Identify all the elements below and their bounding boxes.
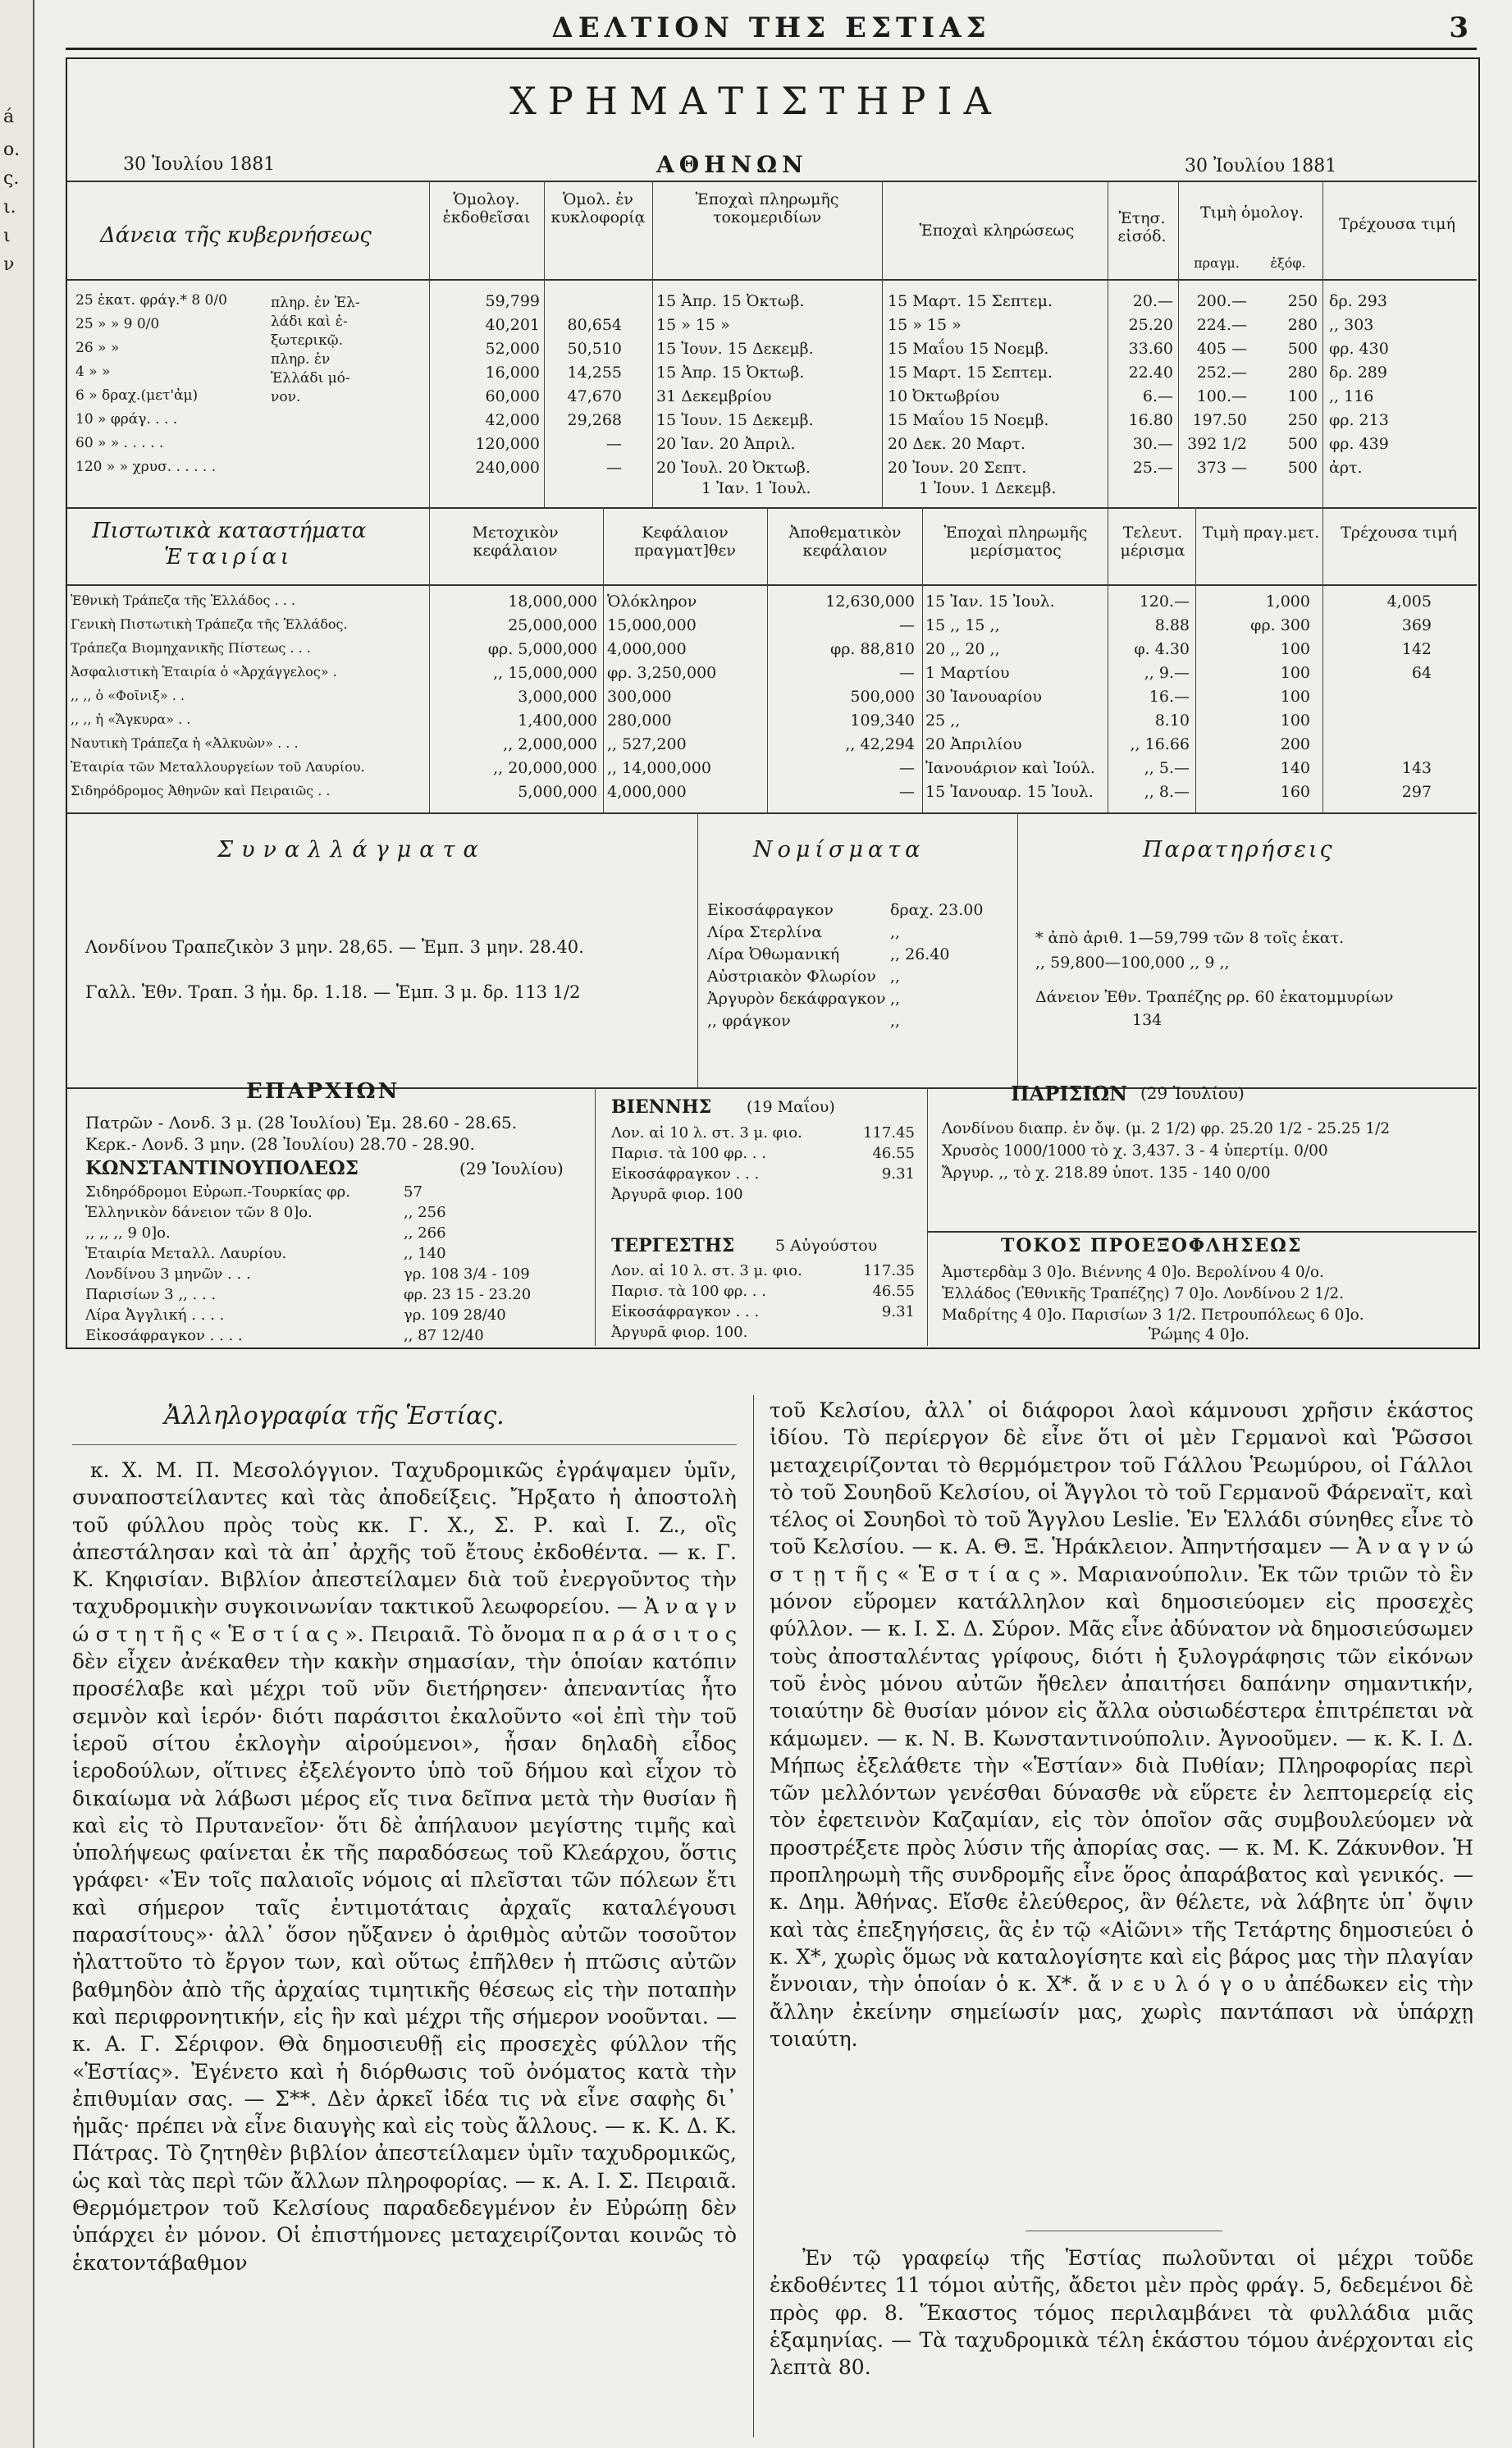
correspondence-title: Ἀλληλογραφία τῆς Ἑστίας. (164, 1402, 505, 1430)
col-header: Τελευτ. μέρισμα (1120, 524, 1185, 560)
coin-name: Ἀργυρὸν δεκάφραγκον (707, 990, 886, 1008)
gov-cell: 15 » 15 » (888, 316, 962, 334)
column-rule (753, 1395, 754, 2437)
gov-cell: 42,000 (485, 411, 540, 429)
col-rule (1178, 181, 1179, 507)
rule (67, 279, 1477, 281)
konst-item: Λονδίνου 3 μηνῶν . . . (85, 1265, 251, 1283)
gov-cell: 20 Δεκ. 20 Μαρτ. (888, 435, 1026, 453)
margin-letter: á (3, 107, 15, 127)
coin-name: Αὐστριακὸν Φλωρίον (707, 968, 876, 986)
col-header: Ὁμολογ. ἐκδοθεῖσαι (442, 190, 531, 226)
vienna-value: 9.31 (881, 1165, 915, 1183)
vienna-item: Λον. αἱ 10 λ. στ. 3 μ. φιο. (611, 1124, 802, 1142)
bank-name: ,, ,, ἡ «Ἄγκυρα» . . (71, 712, 191, 727)
gov-cell: 240,000 (475, 459, 540, 477)
gov-cell: 16,000 (485, 364, 540, 382)
journal-title: ΔΕΛΤΙΟΝ ΤΗΣ ΕΣΤΙΑΣ (551, 11, 991, 44)
date-left: 30 Ἰουλίου 1881 (123, 154, 276, 175)
gov-cell: — (606, 459, 622, 477)
gov-cell: 40,201 (485, 316, 540, 334)
gov-cell: 25.— (1132, 459, 1173, 477)
bank-cell: 15,000,000 (607, 616, 697, 634)
rule (67, 812, 1477, 814)
bank-name: ,, ,, ὁ «Φοῖνιξ» . . (71, 688, 185, 703)
col-rule (429, 181, 430, 812)
bank-cell: 100 (1280, 688, 1310, 706)
nomismata-title: Νομίσματα (753, 837, 925, 863)
gov-extra: 1 Ἰουν. 1 Δεκεμβ. (919, 479, 1057, 497)
gov-cell: 30.— (1132, 435, 1173, 453)
gov-cell: 50,510 (567, 340, 622, 358)
bank-name: Ναυτικὴ Τράπεζα ἡ «Ἀλκυὼν» . . . (71, 735, 299, 751)
trieste-date: 5 Αὐγούστου (775, 1237, 878, 1255)
bank-cell: 200 (1280, 735, 1310, 753)
gov-cell: 20 Ἰουλ. 20 Ὀκτωβ. (656, 459, 811, 477)
gov-cell: 15 Ἰουν. 15 Δεκεμβ. (656, 411, 814, 429)
col-header: πραγμ. (1194, 255, 1240, 271)
rule (927, 1231, 1477, 1233)
trieste-value: 117.35 (863, 1262, 915, 1279)
bank-cell: 109,340 (850, 712, 915, 730)
bank-cell: Ὁλόκληρον (607, 593, 697, 611)
bank-cell: 30 Ἰανουαρίου (925, 688, 1042, 706)
coin-value: ,, (890, 968, 901, 986)
bank-cell: ,, 8.— (1144, 783, 1190, 801)
rule (67, 584, 1477, 586)
coin-value: ,, 26.40 (890, 945, 950, 963)
margin-letter: ο. (3, 140, 21, 160)
gov-cell: 15 » 15 » (656, 316, 730, 334)
gov-cell: 224.— (1196, 316, 1247, 334)
gov-loan-label: 4 » » (75, 364, 111, 380)
bank-cell: 25 ,, (925, 712, 961, 730)
bank-cell: 64 (1411, 664, 1432, 682)
col-rule (1322, 181, 1323, 812)
bank-cell: φρ. 88,810 (829, 640, 915, 658)
gov-cell: 252.— (1196, 364, 1247, 382)
bank-cell: ,, 20,000,000 (493, 759, 597, 777)
gov-cell: 500 (1287, 340, 1318, 358)
gov-cell: 22.40 (1128, 364, 1173, 382)
col-rule (882, 181, 883, 507)
eparchion-line: Πατρῶν - Λονδ. 3 μ. (28 Ἰουλίου) Ἐμ. 28.60 - 28.65. (85, 1113, 518, 1132)
bank-cell: 100 (1280, 640, 1310, 658)
bank-cell: 12,630,000 (825, 593, 915, 611)
gov-cell: 60,000 (485, 387, 540, 405)
bank-cell: 15 Ἰανουαρ. 15 Ἰουλ. (925, 783, 1094, 801)
margin-letter: ι (3, 226, 11, 246)
gov-loan-label: 60 » » . . . . . (75, 435, 164, 451)
gov-cell: δρ. 293 (1329, 292, 1387, 310)
gov-cell: φρ. 439 (1329, 435, 1389, 453)
eparchion-line: Κερκ.- Λονδ. 3 μην. (28 Ἰουλίου) 28.70 - 28.90. (85, 1134, 475, 1154)
col-header: Ἐποχαὶ πληρωμῆς μερίσματος (943, 524, 1088, 560)
gov-cell: 6.— (1142, 387, 1173, 405)
trieste-item: Λον. αἱ 10 λ. στ. 3 μ. φιο. (611, 1262, 802, 1279)
konst-value: ,, 256 (404, 1204, 446, 1221)
gov-loan-label: 120 » » χρυσ. . . . . . (75, 459, 217, 475)
bank-cell: 8.10 (1154, 712, 1190, 730)
col-rule (1195, 507, 1196, 812)
bank-cell: 143 (1401, 759, 1432, 777)
vienna-item: Παρισ. τὰ 100 φρ. . . (611, 1145, 766, 1162)
bank-cell: 100 (1280, 664, 1310, 682)
bank-cell: 120.— (1139, 593, 1190, 611)
tokos-line: Ἀμστερδὰμ 3 0]ο. Βιέννης 4 0]ο. Βερολίνου 4 0/ο. (942, 1264, 1324, 1281)
konst-value: ,, 87 12/40 (404, 1327, 484, 1344)
banks-title: Πιστωτικὰ καταστήματα (92, 519, 367, 543)
konst-title: ΚΩΝΣΤΑΝΤΙΝΟΥΠΟΛΕΩΣ (85, 1157, 359, 1179)
trieste-item: Εἰκοσάφραγκον . . . (611, 1303, 760, 1320)
gov-cell: 250 (1287, 292, 1318, 310)
vienna-value: 46.55 (872, 1145, 915, 1162)
bank-cell: 100 (1280, 712, 1310, 730)
bank-cell: φ. 4.30 (1134, 640, 1190, 658)
exchange-title: ΧΡΗΜΑΤΙΣΤΗΡΙΑ (509, 79, 1003, 123)
col-header: Τιμὴ πραγ.μετ. (1202, 524, 1320, 542)
coin-value: ,, (890, 990, 901, 1008)
bank-cell: 1,400,000 (518, 712, 597, 730)
gov-cell: 500 (1287, 435, 1318, 453)
gov-cell: 31 Δεκεμβρίου (656, 387, 772, 405)
paris-title: ΠΑΡΙΣΙΩΝ (1011, 1082, 1128, 1105)
gov-cell: 80,654 (567, 316, 622, 334)
konst-value: 57 (404, 1183, 423, 1201)
gov-cell: 15 Ἀπρ. 15 Ὀκτωβ. (656, 292, 805, 310)
bank-cell: ,, 42,294 (845, 735, 915, 753)
konst-item: Λίρα Ἀγγλική . . . . (85, 1306, 225, 1324)
paris-line: Ἄργυρ. ,, τὸ χ. 218.89 ὑποτ. 135 - 140 0/00 (942, 1165, 1271, 1182)
bank-cell: ,, 9.— (1144, 664, 1190, 682)
bank-cell: 18,000,000 (508, 593, 597, 611)
gov-loan-label: 26 » » (75, 340, 120, 356)
paris-line: Χρυσὸς 1000/1000 τὸ χ. 3,437. 3 - 4 ὑπερτίμ. 0/00 (942, 1142, 1328, 1160)
col-rule (922, 507, 923, 812)
bank-cell: 280,000 (607, 712, 672, 730)
date-right: 30 Ἰουλίου 1881 (1185, 156, 1337, 176)
bank-cell: 16.— (1149, 688, 1190, 706)
bank-cell: 297 (1401, 783, 1432, 801)
bank-cell: Ἰανουάριον καὶ Ἰούλ. (925, 759, 1095, 777)
correspondence-column-1: κ. Χ. Μ. Π. Μεσολόγγιον. Ταχυδρομικῶς ἐγράψαμεν ὑμῖν, συναποστείλαντες καὶ τὰς ἀποδείξεις. Ἤρξατο ἡ ἀποστολὴ τοῦ φύλλου πρὸς τοὺς κκ. Γ. Χ., Σ. Ρ. καὶ Ι. Ζ., οἳς ἀπεστάλησαν καὶ τὰ ἀπ᾽ ἀρχῆς τοῦ ἔτους ἐκδοθέντα. — κ. Γ. Κ. Κηφισίαν. Βιβλίον ἀπεστείλαμεν διὰ τοῦ ἐνεργοῦντος τὴν ταχυδρομικὴν συγκοινωνίαν τακτικοῦ λεωφορείου. — Ἀ ν α γ ν ώ σ τ η τ ῆ ς « Ἑ σ τ ί α ς ». Πειραιᾶ. Τὸ ὄνομα π α ρ ά σ ι τ ο ς δὲν εἶχεν ἀνέκαθεν τὴν κακὴν σημασίαν, τὴν ὁποίαν κατόπιν προσέλαβε καὶ μέχρι τοῦ νῦν διετήρησεν· ἀπεναντίας ἦτο σεμνὸν καὶ ἱερόν· διότι παράσιτοι ἐκαλοῦντο «οἱ ἐπὶ τὴν τοῦ ἱεροῦ σίτου ἐκλογὴν αἱρούμενοι», ἦσαν δηλαδὴ εἶδος ἱεροδούλων, οἵτινες ἐξελέγοντο ὑπὸ τοῦ δήμου καὶ εἶχον τὸ δικαίωμα νὰ λάβωσι μέρος εἴς τινα δεῖπνα μετὰ τὴν θυσίαν ἢ καὶ εἰς τὸ Πρυτανεῖον· ὅτι δὲ ἀπήλαυον μεγίστης τιμῆς καὶ ὑπολήψεως φαίνεται ἐκ τῆς παραδόσεως τοῦ Κλεάρχου, ὅστις γράφει· «Ἐν τοῖς παλαιοῖς νόμοις αἱ πλεῖσται τῶν πόλεων ἔτι καὶ σήμερον ταῖς ἐντιμοτάταις ἀρχαῖς καταλέγουσι παρασίτους»· ἀλλ᾽ ὅσον ηὔξανεν ὁ ἀριθμὸς αὐτῶν τοσοῦτον ἠλαττοῦτο τὸ ἔργον των, καὶ οὕτως ἐπῆλθεν ἡ πτῶσις αὐτῶν βαθμηδὸν ἀπὸ τῆς ἀρχαίας τιμητικῆς θέσεως εἰς τὴν ποταπὴν καὶ περιφρονητικήν, εἰς ἣν καὶ μέχρι τῆς σήμερον νοοῦνται. — κ. Α. Γ. Σέριφον. Θὰ δημοσιευθῇ εἰς προσεχὲς φύλλον τῆς «Ἑστίας». Ἐγένετο καὶ ἡ διόρθωσις τοῦ ὀνόματος κατὰ τὴν ἐπιθυμίαν σας. — Σ**. Δὲν ἀρκεῖ ἰδέα τις νὰ εἶνε σαφὴς δι᾽ ἡμᾶς· πρέπει νὰ εἶνε διαυγὴς καὶ εἰς τοὺς ἄλλους. — κ. Κ. Δ. Κ. Πάτρας. Τὸ ζητηθὲν βιβλίον ἀπεστείλαμεν ὑμῖν ταχυδρομικῶς, ὡς καὶ τὰς περὶ τῶν ἄλλων πληροφορίας. — κ. Α. Ι. Σ. Πειραιᾶ. Θερμόμετρον τοῦ Κελσίους παραδεδεγμένον ἐν Εὐρώπῃ δὲν ὑπάρχει ἐν μόνον. Οἱ ἐπιστήμονες μεταχειρίζονται κοινῶς τὸ ἑκατοντάβαθμον (72, 1458, 737, 2275)
bank-name: Τράπεζα Βιομηχανικῆς Πίστεως . . . (71, 640, 311, 656)
gov-cell: 25.20 (1128, 316, 1173, 334)
col-header: Ἀποθεματικὸν κεφάλαιον (788, 524, 902, 560)
gov-cell: 20.— (1132, 292, 1173, 310)
gov-cell: 15 Μαρτ. 15 Σεπτεμ. (888, 364, 1053, 382)
bank-cell: 5,000,000 (518, 783, 597, 801)
adjacent-page-edge (0, 0, 34, 2448)
konst-item: ,, ,, ,, 9 0]ο. (85, 1224, 171, 1242)
bank-cell: 20 ,, 20 ,, (925, 640, 1000, 658)
gov-cell: 20 Ἰαν. 20 Ἀπριλ. (656, 435, 796, 453)
gov-cell: ,, 116 (1329, 387, 1374, 405)
bank-cell: — (899, 664, 915, 682)
bank-cell: — (899, 616, 915, 634)
tokos-line: Ἑλλάδος (Ἐθνικῆς Τραπέζης) 7 0]ο. Λονδίνου 2 1/2. (942, 1285, 1345, 1302)
margin-letter: ι. (3, 197, 16, 217)
gov-loan-label: 10 » φράγ. . . . (75, 411, 178, 428)
gov-cell: 10 Ὀκτωβρίου (888, 387, 1000, 405)
bank-cell: 3,000,000 (518, 688, 597, 706)
vienna-title: ΒΙΕΝΝΗΣ (611, 1096, 712, 1118)
col-header: Ἐτησ. εἰσόδ. (1117, 209, 1167, 245)
note-line: πληρ. ἐν Ἑλ- (271, 295, 360, 311)
gov-cell: 250 (1287, 411, 1318, 429)
rule (67, 181, 1477, 182)
gov-cell: 373 — (1196, 459, 1247, 477)
bank-name: Ἑταιρία τῶν Μεταλλουργείων τοῦ Λαυρίου. (71, 759, 365, 775)
bank-name: Σιδηρόδρομος Ἀθηνῶν καὶ Πειραιῶς . . (71, 783, 331, 798)
bank-cell: 300,000 (607, 688, 672, 706)
synallagmata-line: Γαλλ. Ἐθν. Τραπ. 3 ἡμ. δρ. 1.18. — Ἐμπ. 3 μ. δρ. 113 1/2 (85, 982, 581, 1002)
bank-cell: 15 ,, 15 ,, (925, 616, 1000, 634)
col-header: Τρέχουσα τιμή (1341, 524, 1457, 542)
synallagmata-title: Συναλλάγματα (217, 837, 486, 863)
bank-cell: ,, 527,200 (607, 735, 687, 753)
gov-cell: 14,255 (567, 364, 622, 382)
bank-cell: 8.88 (1154, 616, 1190, 634)
note-line: πληρ. ἐν (271, 351, 331, 368)
gov-cell: 100.— (1196, 387, 1247, 405)
col-header: Ἐποχαὶ πληρωμῆς τοκομεριδίων (695, 190, 839, 226)
bank-cell: φρ. 300 (1250, 616, 1310, 634)
gov-cell: — (606, 435, 622, 453)
konst-item: Σιδηρόδρομοι Εὐρωπ.-Τουρκίας φρ. (85, 1183, 350, 1201)
col-rule (652, 181, 653, 507)
col-header: Κεφάλαιον πραγματ]θεν (634, 524, 736, 560)
bank-cell: 15 Ἰαν. 15 Ἰουλ. (925, 593, 1055, 611)
bank-cell: ,, 5.— (1144, 759, 1190, 777)
konst-item: Ἑταιρία Μεταλλ. Λαυρίου. (85, 1245, 287, 1262)
gov-loans-title: Δάνεια τῆς κυβερνήσεως (100, 223, 372, 248)
tokos-title: ΤΟΚΟΣ ΠΡΟΕΞΟΦΛΗΣΕΩΣ (1001, 1235, 1303, 1256)
bank-cell: 140 (1280, 759, 1310, 777)
gov-loan-label: 25 ἑκατ. φράγ.* 8 0/0 (75, 292, 227, 309)
vienna-value: 117.45 (863, 1124, 915, 1142)
col-header: Μετοχικὸν κεφάλαιον (472, 524, 559, 560)
trieste-value: 9.31 (881, 1303, 915, 1320)
vienna-item: Εἰκοσάφραγκον . . . (611, 1165, 760, 1183)
bank-cell: φρ. 3,250,000 (607, 664, 717, 682)
gov-cell: 197.50 (1192, 411, 1247, 429)
gov-cell: 16.80 (1128, 411, 1173, 429)
coin-name: Εἰκοσάφραγκον (707, 901, 834, 919)
city-athens: ΑΘΗΝΩΝ (656, 151, 808, 178)
gov-cell: 100 (1287, 387, 1318, 405)
col-rule (603, 507, 604, 812)
bank-cell: — (899, 783, 915, 801)
gov-cell: 280 (1287, 316, 1318, 334)
col-rule (595, 1087, 596, 1346)
gov-cell: 47,670 (567, 387, 622, 405)
bank-name: Ἀσφαλιστικὴ Ἑταιρία ὁ «Ἀρχάγγελος» . (71, 664, 337, 679)
col-header: Ὁμολ. ἐν κυκλοφορίᾳ (550, 190, 646, 226)
col-rule (544, 181, 545, 507)
gov-cell: 280 (1287, 364, 1318, 382)
bank-cell: 1,000 (1265, 593, 1310, 611)
coin-name: ,, φράγκον (707, 1012, 791, 1030)
correspondence-column-2: τοῦ Κελσίου, ἀλλ᾽ οἱ διάφοροι λαοὶ κάμνουσι χρῆσιν ἑκάστος ἰδίου. Τὸ περίεργον δὲ εἶνε ὅτι οἱ μὲν Γερμανοὶ καὶ Ῥῶσσοι μεταχειρίζονται τὸ θερμόμετρον τοῦ Γάλλου Ῥεωμύρου, οἱ Γάλλοι τὸ τοῦ Σουηδοῦ Κελσίου, οἱ Ἄγγλοι τὸ τοῦ Γερμανοῦ Φάρεναϊτ, καὶ τέλος οἱ Σουηδοὶ τὸ τοῦ Ἄγγλου Leslie. Ἐν Ἑλλάδι σύνηθες εἶνε τὸ τοῦ Κελσίου. — κ. Α. Θ. Ξ. Ἡράκλειον. Ἀπηντήσαμεν — Ἀ ν α γ ν ώ σ τ ῃ τ ῆ ς « Ἑ σ τ ί α ς ». Μαριανούπολιν. Ἐκ τῶν τριῶν τὸ ἓν μόνον εὕρομεν κατάλληλον καὶ δημοσιεύομεν εἰς προσεχὲς φύλλον. — κ. Ι. Σ. Δ. Σύρον. Μᾶς εἶνε ἀδύνατον νὰ δημοσιεύσωμεν τοὺς ἀποσταλέντας γρίφους, διότι ἡ ξυλογράφησις τῶν εἰκόνων τοῦ ἑνὸς μόνου αὐτῶν ἤθελεν ἀπαιτήσει δαπάνην σημαντικήν, τοιαύτην δὲ θυσίαν μόνον εἰς ἄλλα οὐσιωδέστερα ἐπιτρέπεται νὰ κάμωμεν. — κ. Ν. Β. Κωνσταντινούπολιν. Ἀγνοοῦμεν. — κ. Κ. Ι. Δ. Μήπως ἐξελάθετε τὴν «Ἑστίαν» διὰ Πυθίαν; Πληροφορίας περὶ τῶν μελλόντων γενέσθαι δύνασθε νὰ εὕρετε ἐν λεπτομερείᾳ εἰς τὸν ἐφετεινὸν Καζαμίαν, εἰς τὸν ὁποῖον σᾶς συμβουλεύομεν νὰ προστρέξετε πρὸς λύσιν τῆς ἀπορίας σας. — κ. Μ. Κ. Ζάκυνθον. Ἡ προπληρωμὴ τῆς συνδρομῆς εἶνε ὅρος ἀπαράβατος καὶ γενικός. — κ. Δημ. Ἀθήνας. Εἴσθε ἐλεύθερος, ἂν θέλετε, νὰ λάβητε ὑπ᾽ ὄψιν καὶ τὰς ἐπεξηγήσεις, ἃς ἐν τῷ «Αἰῶνι» τῆς Τετάρτης δημοσιεύει ὁ κ. Χ*, χωρὶς ὅμως νὰ καταλογίσητε καὶ εἰς βάρος μας τὴν πλαγίαν ἔννοιαν, τὴν ὁποίαν ὁ κ. Χ*. ἄ ν ε υ λ ό γ ο υ ἀπέδωκεν εἰς τὴν ἄλλην ἐκείνην σημείωσίν μας, χωρὶς παντάπασι νὰ ὑπάρχῃ τοιαύτη. (770, 1398, 1473, 2051)
konst-item: Ἑλληνικὸν δάνειον τῶν 8 0]ο. (85, 1204, 313, 1221)
gov-cell: 15 Μαρτ. 15 Σεπτεμ. (888, 292, 1053, 310)
banks-subtitle: Ἑταιρίαι (164, 545, 294, 570)
gov-cell: 59,799 (485, 292, 540, 310)
konst-value: γρ. 109 28/40 (404, 1306, 506, 1324)
gov-cell: 15 Ἀπρ. 15 Ὀκτωβ. (656, 364, 805, 382)
note-line: ξωτερικῷ. (271, 332, 343, 349)
coin-value: ,, (890, 1012, 901, 1030)
gov-cell: 392 1/2 (1187, 435, 1247, 453)
col-rule (767, 507, 768, 812)
paratiriseis-title: Παρατηρήσεις (1143, 837, 1335, 863)
coin-value: δραχ. 23.00 (890, 901, 984, 919)
trieste-value: 46.55 (872, 1283, 915, 1300)
coin-value: ,, (890, 923, 901, 941)
konst-item: Εἰκοσάφραγκον . . . . (85, 1327, 243, 1344)
konst-date: (29 Ἰουλίου) (459, 1159, 564, 1178)
bank-cell: 369 (1401, 616, 1432, 634)
gov-cell: 15 Μαΐου 15 Νοεμβ. (888, 411, 1049, 429)
bank-cell: 142 (1401, 640, 1432, 658)
bank-cell: 25,000,000 (508, 616, 597, 634)
col-rule (927, 1087, 928, 1346)
note-line: λάδι καὶ ἐ- (271, 313, 348, 330)
col-header: ἐξόφ. (1270, 255, 1306, 271)
trieste-title: ΤΕΡΓΕΣΤΗΣ (611, 1235, 735, 1256)
vienna-date: (19 Μαΐου) (747, 1098, 835, 1116)
eparchion-title: ΕΠΑΡΧΙΩΝ (246, 1079, 400, 1104)
paris-date: (29 Ἰουλίου) (1140, 1083, 1245, 1103)
konst-value: φρ. 23 15 - 23.20 (404, 1286, 532, 1303)
konst-value: γρ. 108 3/4 - 109 (404, 1265, 530, 1283)
note-line: νον. (271, 389, 301, 405)
gov-cell: 33.60 (1128, 340, 1173, 358)
page-number: 3 (1449, 11, 1469, 44)
gov-cell: 120,000 (475, 435, 540, 453)
gov-cell: φρ. 430 (1329, 340, 1389, 358)
bank-cell: φρ. 5,000,000 (487, 640, 597, 658)
margin-letter: ν (3, 254, 15, 275)
col-header: Τρέχουσα τιμή (1339, 215, 1455, 233)
coin-name: Λίρα Στερλίνα (707, 923, 823, 941)
bank-cell: 160 (1280, 783, 1310, 801)
sales-notice: Ἐν τῷ γραφείῳ τῆς Ἑστίας πωλοῦνται οἱ μέχρι τοῦδε ἐκδοθέντες 11 τόμοι αὐτῆς, ἄδετοι μὲν πρὸς φράγ. 5, δεδεμένοι δὲ πρὸς φρ. 8. Ἕκαστος τόμος περιλαμβάνει τὰ φυλλάδια μιᾶς ἑξαμηνίας. — Τὰ ταχυδρομικὰ τέλη ἑκάστου τόμου ἀνέρχονται εἰς λεπτὰ 80. (770, 2246, 1473, 2380)
rule (67, 507, 1477, 509)
gov-cell: 15 Μαΐου 15 Νοεμβ. (888, 340, 1049, 358)
remark-line: ,, 59,800—100,000 ,, 9 ,, (1035, 954, 1230, 972)
gov-extra: 1 Ἰαν. 1 Ἰουλ. (701, 479, 811, 497)
konst-item: Παρισίων 3 ,, . . . (85, 1286, 217, 1303)
gov-cell: ,, 303 (1329, 316, 1374, 334)
gov-notes (271, 294, 427, 407)
konst-value: ,, 266 (404, 1224, 446, 1242)
vienna-item: Ἀργυρᾶ φιορ. 100 (611, 1186, 743, 1203)
gov-cell: δρ. 289 (1329, 364, 1387, 382)
col-header: Τιμὴ ὁμολογ. (1200, 204, 1304, 222)
paris-line: Λονδίνου διαπρ. ἐν ὄψ. (μ. 2 1/2) φρ. 25.20 1/2 - 25.25 1/2 (942, 1120, 1391, 1137)
gov-cell: 405 — (1196, 340, 1247, 358)
bank-cell: 4,005 (1386, 593, 1432, 611)
gov-loan-label: 25 » » 9 0/0 (75, 316, 160, 332)
bank-cell: ,, 16.66 (1130, 735, 1190, 753)
col-header: Ἐποχαὶ κληρώσεως (919, 222, 1075, 240)
remark-line: 134 (1132, 1011, 1163, 1029)
bank-cell: 1 Μαρτίου (925, 664, 1010, 682)
konst-value: ,, 140 (404, 1245, 446, 1262)
gov-cell: 29,268 (567, 411, 622, 429)
gov-cell: 52,000 (485, 340, 540, 358)
gov-cell: 500 (1287, 459, 1318, 477)
col-rule (697, 812, 698, 1087)
bank-cell: ,, 14,000,000 (607, 759, 711, 777)
synallagmata-line: Λονδίνου Τραπεζικὸν 3 μην. 28,65. — Ἐμπ. 3 μην. 28.40. (85, 937, 584, 957)
rule (72, 1444, 737, 1445)
bank-cell: 500,000 (850, 688, 915, 706)
remark-line: * ἀπὸ ἀριθ. 1—59,799 τῶν 8 τοῖς ἑκατ. (1035, 929, 1345, 947)
bank-name: Γενικὴ Πιστωτικὴ Τράπεζα τῆς Ἑλλάδος. (71, 616, 348, 632)
gov-cell: 15 Ἰουν. 15 Δεκεμβ. (656, 340, 814, 358)
page-header (66, 7, 1477, 50)
bank-cell: ,, 2,000,000 (503, 735, 597, 753)
trieste-item: Ἀργυρᾶ φιορ. 100. (611, 1324, 748, 1341)
bank-name: Ἐθνικὴ Τράπεζα τῆς Ἑλλάδος . . . (71, 593, 295, 608)
gov-cell: φρ. 213 (1329, 411, 1389, 429)
tokos-line: Μαδρίτης 4 0]ο. Παρισίων 3 1/2. Πετρουπόλεως 6 0]ο. (942, 1306, 1364, 1324)
trieste-item: Παρισ. τὰ 100 φρ. . . (611, 1283, 766, 1300)
margin-letter: ς. (3, 168, 20, 189)
bank-cell: 20 Ἀπριλίου (925, 735, 1022, 753)
remark-line: Δάνειον Ἐθν. Τραπέζης ρρ. 60 ἑκατομμυρίων (1035, 988, 1394, 1006)
note-line: Ἑλλάδι μό- (271, 370, 350, 387)
gov-cell: 20 Ἰουν. 20 Σεπτ. (888, 459, 1027, 477)
bank-cell: ,, 15,000,000 (493, 664, 597, 682)
gov-cell: 200.— (1196, 292, 1247, 310)
gov-cell: ἀρτ. (1329, 459, 1363, 477)
gov-loan-label: 6 » δραχ.(μετ'ἀμ) (75, 387, 199, 404)
coin-name: Λίρα Ὀθωμανική (707, 945, 840, 963)
bank-cell: — (899, 759, 915, 777)
bank-cell: 4,000,000 (607, 640, 687, 658)
col-rule (1017, 812, 1018, 1087)
tokos-line: Ῥώμης 4 0]ο. (1149, 1326, 1249, 1343)
bank-cell: 4,000,000 (607, 783, 687, 801)
